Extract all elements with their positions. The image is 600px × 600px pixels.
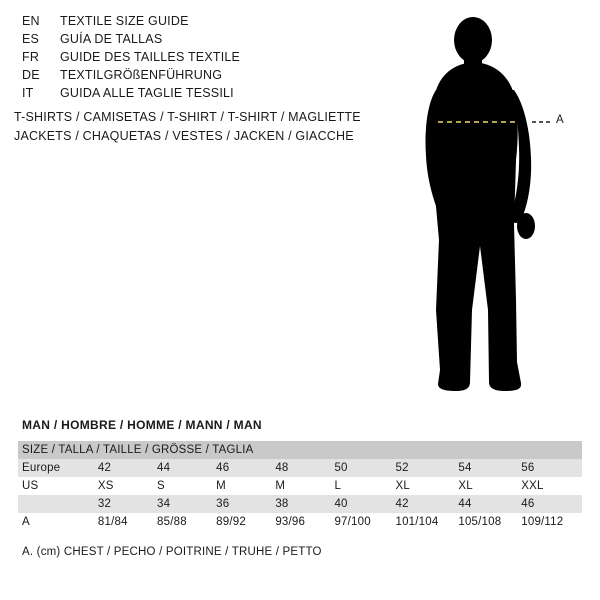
cell: XL <box>393 477 456 495</box>
language-row-en <box>22 14 352 32</box>
cell: 56 <box>519 459 582 477</box>
language-title: GUÍA DE TALLAS <box>60 32 163 46</box>
language-code: FR <box>22 50 40 64</box>
cell: XL <box>456 477 519 495</box>
cell: 97/100 <box>332 513 393 531</box>
cell: S <box>155 477 214 495</box>
cell: 48 <box>273 459 332 477</box>
cell: XS <box>96 477 155 495</box>
cell: 32 <box>96 495 155 513</box>
cell: M <box>273 477 332 495</box>
language-title: TEXTILE SIZE GUIDE <box>60 14 189 28</box>
row-label: A <box>18 513 96 531</box>
language-title: TEXTILGRÖßENFÜHRUNG <box>60 68 223 82</box>
measure-label-a: A <box>556 114 565 126</box>
cell: 105/108 <box>456 513 519 531</box>
size-table <box>18 441 582 531</box>
cell: 40 <box>332 495 393 513</box>
language-code: EN <box>22 14 40 28</box>
cell: 101/104 <box>393 513 456 531</box>
cell: 81/84 <box>96 513 155 531</box>
table-header-label: SIZE / TALLA / TAILLE / GRÖSSE / TAGLIA <box>18 441 582 459</box>
cell: XXL <box>519 477 582 495</box>
man-silhouette-icon <box>400 10 600 400</box>
table-row <box>18 513 582 531</box>
cell: 46 <box>214 459 273 477</box>
footnote-chest-measure: A. (cm) CHEST / PECHO / POITRINE / TRUHE / PETTO <box>22 546 322 558</box>
cell: 54 <box>456 459 519 477</box>
language-code: DE <box>22 68 40 82</box>
language-row-de <box>22 68 352 86</box>
cell: 36 <box>214 495 273 513</box>
language-title: GUIDE DES TAILLES TEXTILE <box>60 50 241 64</box>
table-title-man: MAN / HOMBRE / HOMME / MANN / MAN <box>22 418 262 432</box>
cell: L <box>332 477 393 495</box>
cell: 42 <box>393 495 456 513</box>
cell: 85/88 <box>155 513 214 531</box>
table-row <box>18 495 582 513</box>
cell: 38 <box>273 495 332 513</box>
row-label: Europe <box>18 459 96 477</box>
cell: 42 <box>96 459 155 477</box>
cell: 34 <box>155 495 214 513</box>
cell: 50 <box>332 459 393 477</box>
language-row-fr <box>22 50 352 68</box>
language-code: IT <box>22 86 34 100</box>
cell: 89/92 <box>214 513 273 531</box>
language-code: ES <box>22 32 40 46</box>
category-block <box>14 110 414 148</box>
cell: 52 <box>393 459 456 477</box>
category-tshirts: T-SHIRTS / CAMISETAS / T-SHIRT / T-SHIRT / MAGLIETTE <box>14 110 361 124</box>
row-label: US <box>18 477 96 495</box>
table-header-row <box>18 441 582 459</box>
category-jackets: JACKETS / CHAQUETAS / VESTES / JACKEN / GIACCHE <box>14 129 354 143</box>
cell: 109/112 <box>519 513 582 531</box>
cell: 93/96 <box>273 513 332 531</box>
cell: 46 <box>519 495 582 513</box>
language-row-es <box>22 32 352 50</box>
cell: 44 <box>155 459 214 477</box>
cell: 44 <box>456 495 519 513</box>
language-row-it <box>22 86 352 104</box>
cell: M <box>214 477 273 495</box>
figure-illustration <box>400 10 600 400</box>
language-title: GUIDA ALLE TAGLIE TESSILI <box>60 86 234 100</box>
table-row <box>18 459 582 477</box>
language-header-block <box>22 14 352 104</box>
table-row <box>18 477 582 495</box>
row-label <box>18 495 96 513</box>
